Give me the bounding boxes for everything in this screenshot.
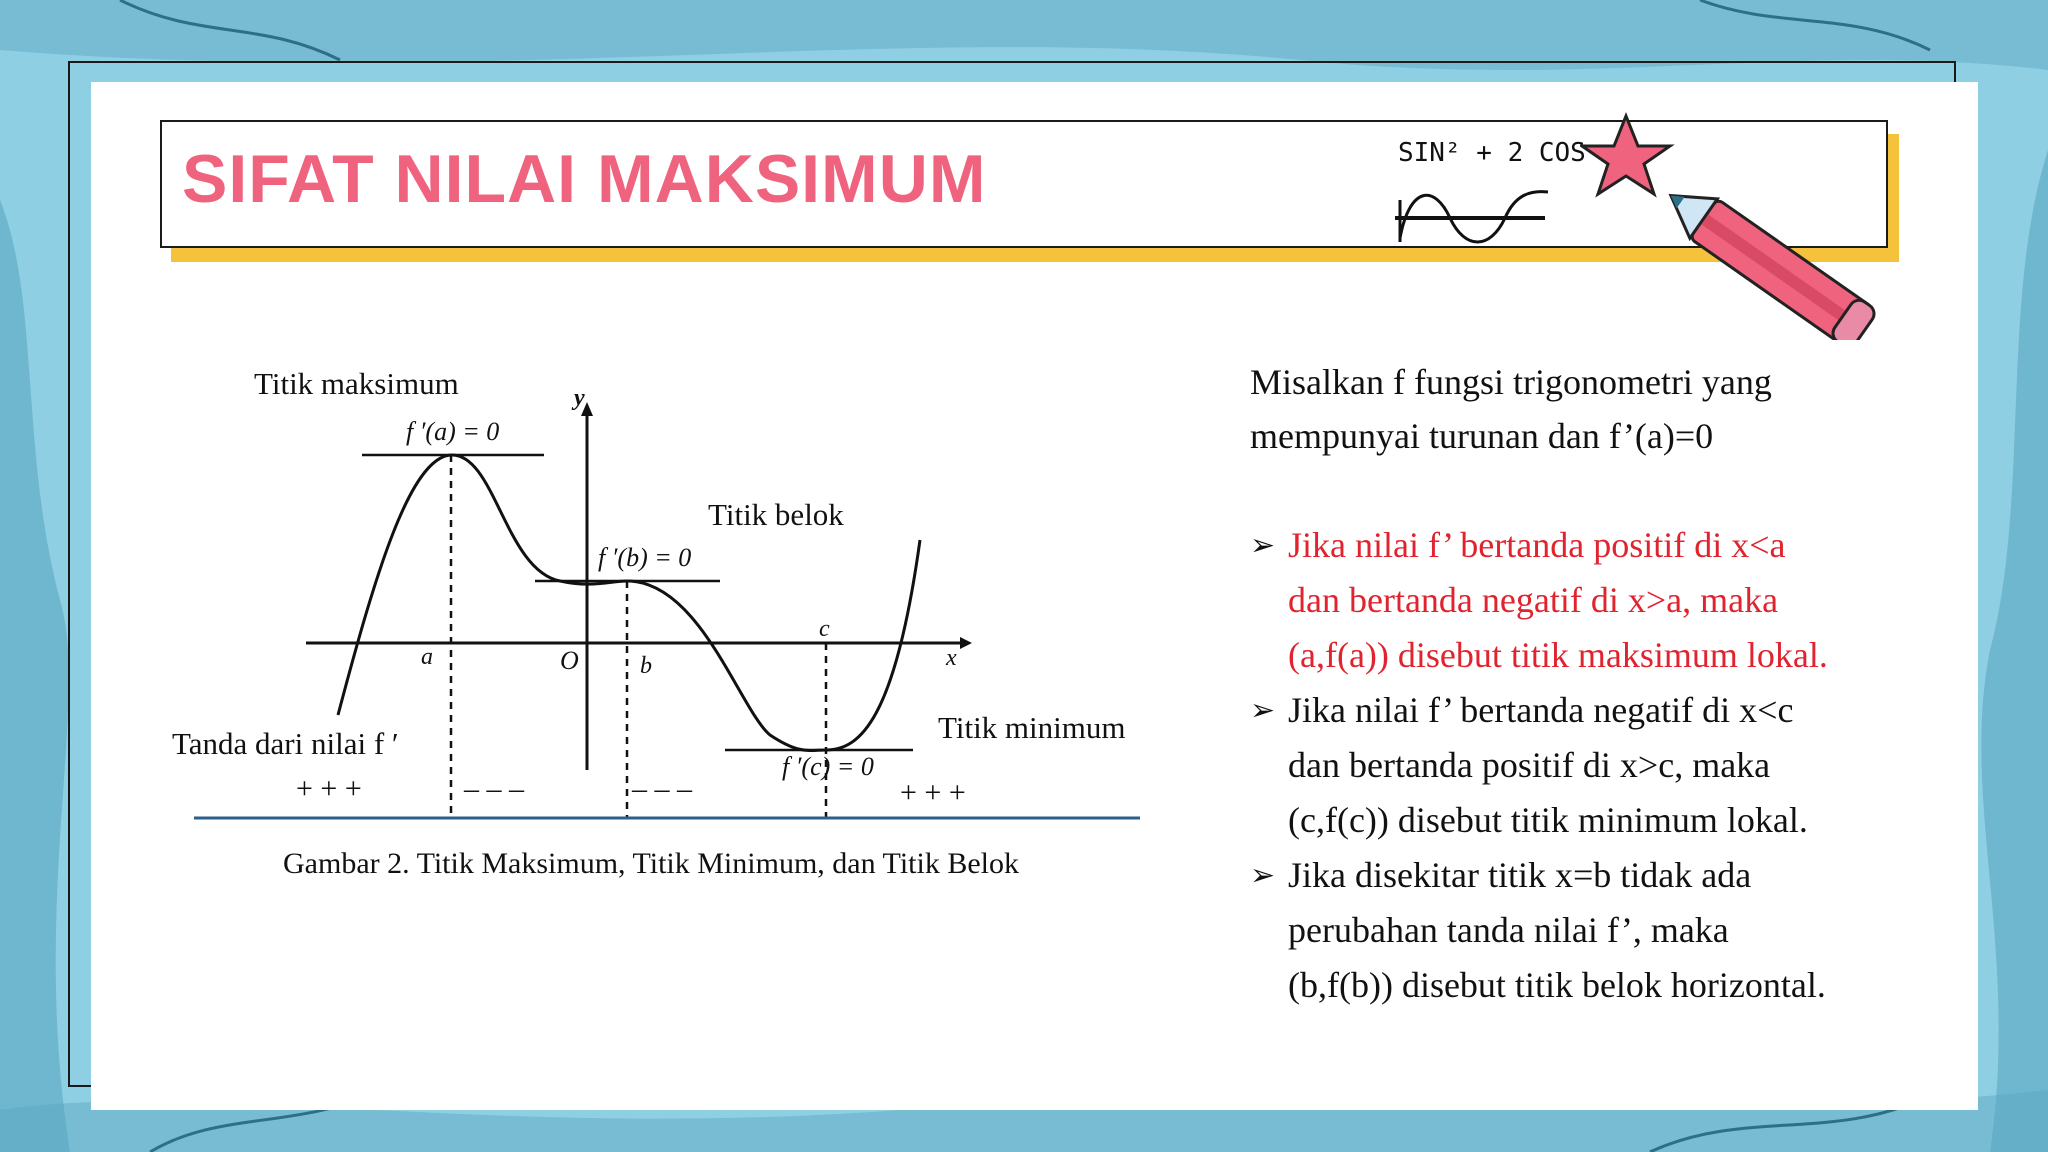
sign-negative-1: – – – [464,772,524,805]
list-item-minimum [1250,683,1910,848]
label-max-point: Titik maksimum [254,366,459,401]
label-sign: Tanda dari nilai f ′ [172,726,399,761]
list-item-line: perubahan tanda nilai f’, maka [1288,910,1729,950]
slide-title: SIFAT NILAI MAKSIMUM [182,141,987,217]
label-axis-x: x [946,645,957,671]
label-b: b [640,653,652,679]
property-list [1250,518,1910,1013]
intro-paragraph [1250,355,1890,463]
star-icon [1582,116,1670,194]
label-min-eq: f ′(c) = 0 [782,752,874,781]
label-origin: O [560,646,579,675]
formula-doodle: SIN² + 2 COS [1398,138,1586,168]
list-item-line: Jika nilai f’ bertanda positif di x<a [1288,525,1786,565]
list-item-line: (a,f(a)) disebut titik maksimum lokal. [1288,635,1828,675]
list-item-line: dan bertanda negatif di x>a, maka [1288,580,1779,620]
sign-positive-left: + + + [296,772,362,805]
arrow-bullet-icon: ➢ [1250,528,1276,563]
sign-negative-2: – – – [632,772,692,805]
list-item-line: dan bertanda positif di x>c, maka [1288,745,1771,785]
pencil-icon [1657,176,1878,340]
label-inflection-eq: f ′(b) = 0 [598,543,692,572]
list-item-line: Jika nilai f’ bertanda negatif di x<c [1288,690,1794,730]
pencil-star-decoration [1580,110,1880,340]
label-a: a [421,644,433,670]
label-inflection-point: Titik belok [708,497,844,532]
label-c: c [819,616,830,642]
intro-line-1: Misalkan f fungsi trigonometri yang [1250,362,1772,402]
figure-caption: Gambar 2. Titik Maksimum, Titik Minimum, dan Titik Belok [283,847,1019,880]
label-min-point: Titik minimum [938,710,1126,745]
list-item-line: Jika disekitar titik x=b tidak ada [1288,855,1752,895]
sine-wave-doodle-icon [1390,180,1560,250]
arrow-bullet-icon: ➢ [1250,693,1276,728]
sign-positive-right: + + + [900,776,966,809]
list-item-line: (c,f(c)) disebut titik minimum lokal. [1288,800,1808,840]
label-max-eq: f ′(a) = 0 [406,417,500,446]
arrow-bullet-icon: ➢ [1250,858,1276,893]
intro-line-2: mempunyai turunan dan f’(a)=0 [1250,416,1714,456]
list-item-line: (b,f(b)) disebut titik belok horizontal. [1288,965,1826,1005]
label-axis-y: y [574,385,585,411]
list-item-inflection [1250,848,1910,1013]
list-item-maximum [1250,518,1910,683]
x-axis-arrow [960,637,972,649]
